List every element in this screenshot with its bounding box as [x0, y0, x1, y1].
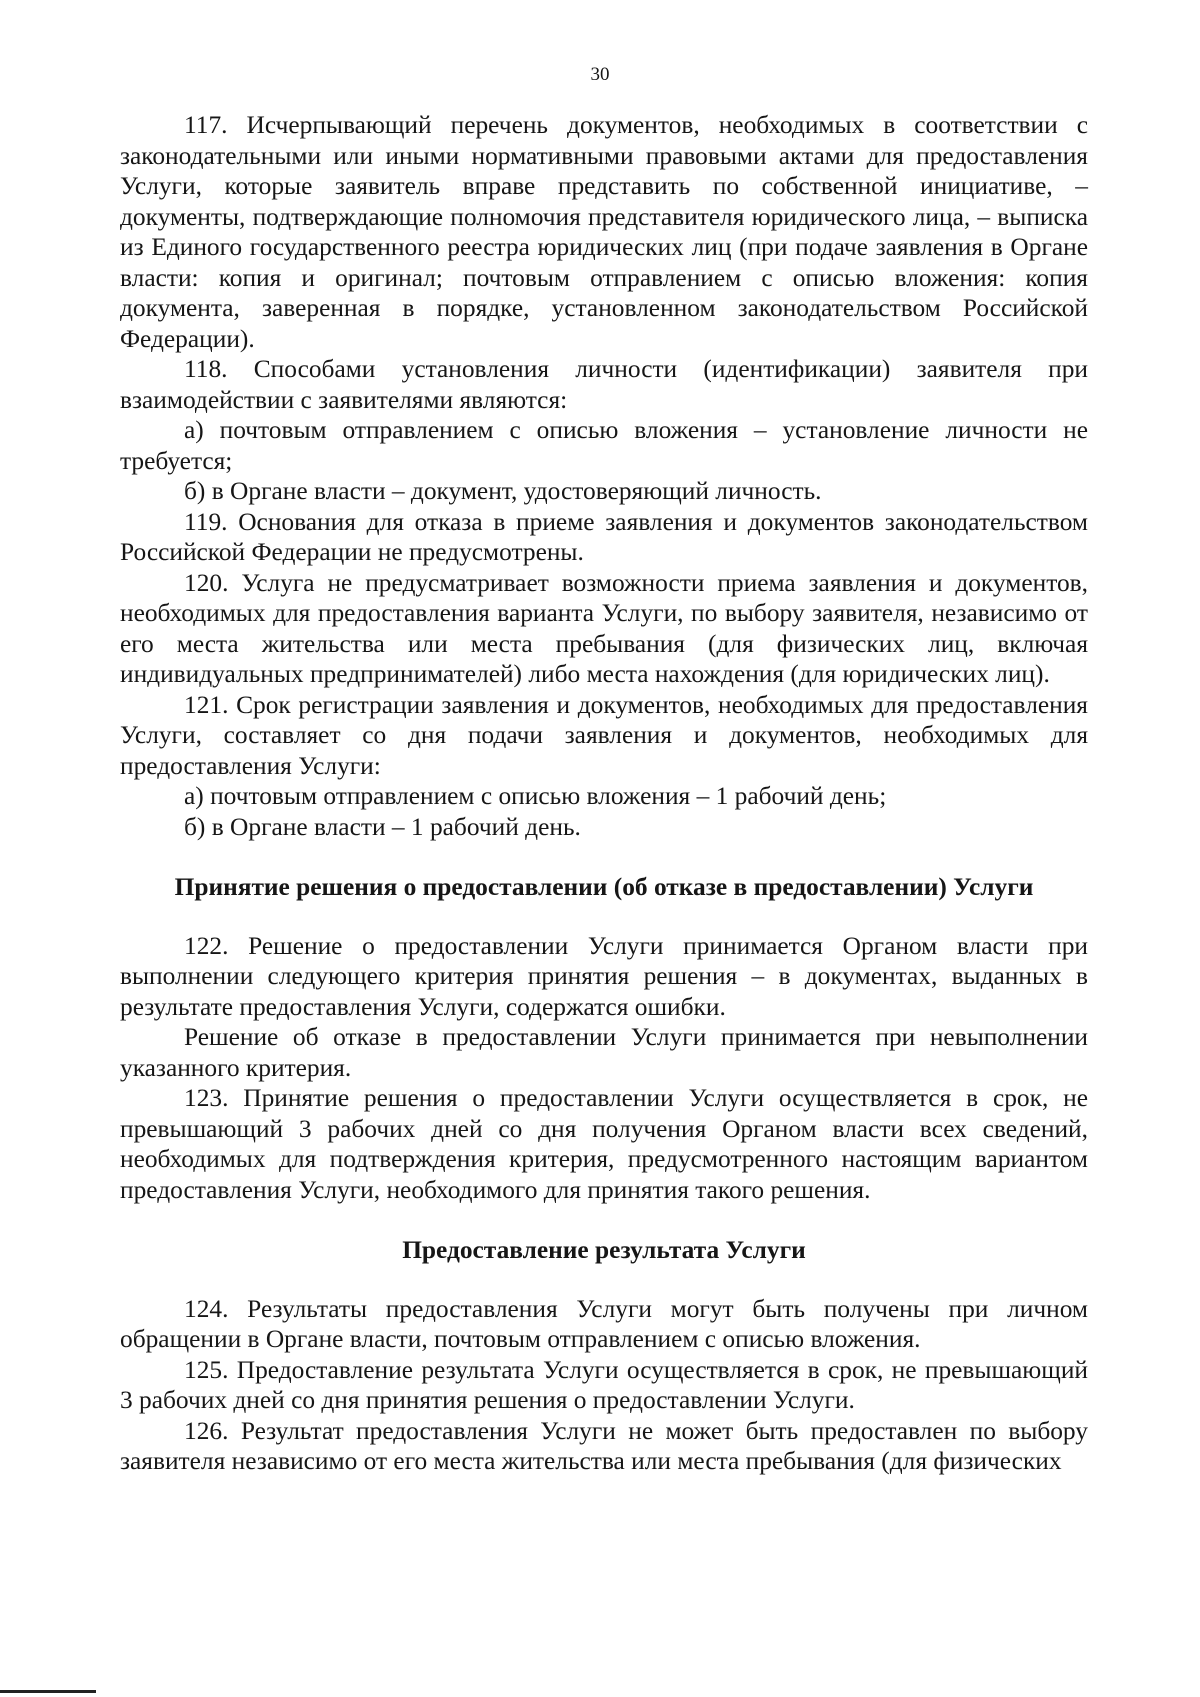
- paragraph-119: 119. Основания для отказа в приеме заявления и документов законодательством Российской Федерации не предусмотрены.: [120, 507, 1088, 566]
- paragraph-118-b: б) в Органе власти – документ, удостоверяющий личность.: [184, 477, 822, 505]
- paragraph-124: 124. Результаты предоставления Услуги могут быть получены при личном обращении в Органе власти, почтовым отправлением с описью вложения.: [120, 1294, 1088, 1353]
- paragraph-125: 125. Предоставление результата Услуги осуществляется в срок, не превышающий 3 рабочих дней со дня принятия решения о предоставлении Услуги.: [120, 1355, 1088, 1414]
- paragraph-121: 121. Срок регистрации заявления и документов, необходимых для предоставления Услуги, составляет со дня подачи заявления и документов, необходимых для предоставления Услуги:: [120, 690, 1088, 780]
- paragraph-121-b: б) в Органе власти – 1 рабочий день.: [184, 812, 581, 841]
- paragraph-122-refusal: Решение об отказе в предоставлении Услуги принимается при невыполнении указанного критерия.: [120, 1023, 1088, 1082]
- paragraph-120: 120. Услуга не предусматривает возможности приема заявления и документов, необходимых для предоставления варианта Услуги, по выбору заявителя, независимо от его места жительства или места пребывания (для физических лиц, включая индивидуальных предпринимателей) либо места нахождения (для юридических лиц).: [120, 568, 1088, 688]
- paragraph-123: 123. Принятие решения о предоставлении Услуги осуществляется в срок, не превышающий 3 рабочих дней со дня получения Органом власти всех сведений, необходимых для подтверждения критерия, предусмотренного настоящим вариантом предоставления Услуги, необходимого для принятия такого решения.: [120, 1084, 1088, 1204]
- paragraph-118-a: а) почтовым отправлением с описью вложения – установление личности не требуется;: [120, 416, 1088, 475]
- paragraph-118: 118. Способами установления личности (идентификации) заявителя при взаимодействии с заявителями являются:: [120, 355, 1088, 414]
- paragraph-117: 117. Исчерпывающий перечень документов, необходимых в соответствии с законодательными или иными нормативными правовыми актами для предоставления Услуги, которые заявитель вправе представить по собственной инициативе, – документы, подтверждающие полномочия представителя юридического лица, – выписка из Единого государственного реестра юридических лиц (при подаче заявления в Органе власти: копия и оригинал; почтовым отправлением с описью вложения: копия документа, заверенная в порядке, установленном законодательством Российской Федерации).: [120, 111, 1088, 353]
- page-number: 30: [590, 64, 610, 85]
- section-heading-decision: Принятие решения о предоставлении (об отказе в предоставлении) Услуги: [174, 873, 1034, 901]
- document-body: [120, 110, 1088, 1477]
- paragraph-121-a: а) почтовым отправлением с описью вложения – 1 рабочий день;: [184, 782, 887, 810]
- paragraph-126: 126. Результат предоставления Услуги не может быть предоставлен по выбору заявителя независимо от его места жительства или места пребывания (для физических: [120, 1416, 1088, 1475]
- paragraph-122: 122. Решение о предоставлении Услуги принимается Органом власти при выполнении следующего критерия принятия решения – в документах, выданных в результате предоставления Услуги, содержатся ошибки.: [120, 931, 1088, 1021]
- bottom-edge-rule: [0, 1690, 96, 1693]
- section-heading-result: Предоставление результата Услуги: [402, 1236, 806, 1264]
